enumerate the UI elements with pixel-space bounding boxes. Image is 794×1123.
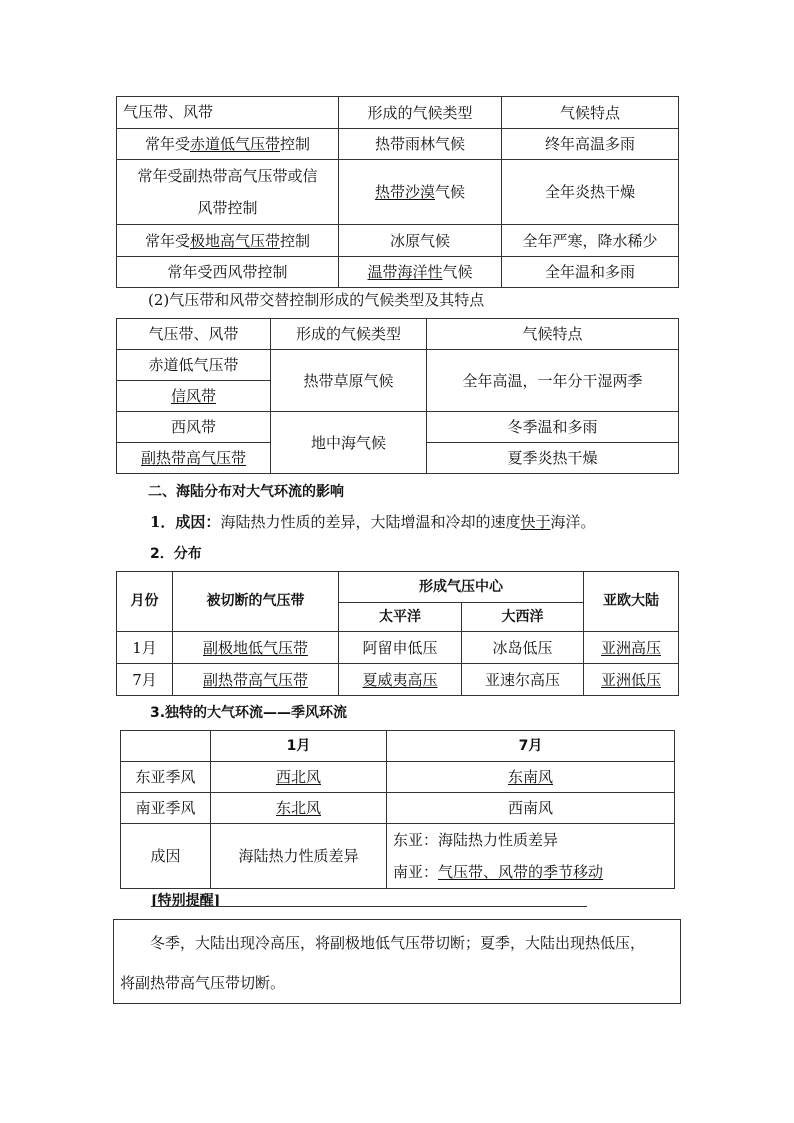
climate-table-single-control	[116, 96, 679, 288]
month-cell: 1月	[117, 632, 173, 664]
climate-cell: 热带草原气候	[271, 350, 427, 412]
header-jan: 1月	[211, 731, 387, 762]
east-asia-jul: 东南风	[387, 762, 675, 793]
cause-line: 1．成因：海陆热力性质的差异，大陆增温和冷却的速度快于海洋。	[150, 513, 596, 531]
belt-cell: 常年受极地高气压带控制	[117, 225, 339, 257]
belt-cell: 信风带	[117, 381, 271, 412]
header-belt: 气压带、风带	[117, 319, 271, 350]
section-title-alternating: (2)气压带和风带交替控制形成的气候类型及其特点	[148, 291, 485, 309]
row-label-cause: 成因	[121, 824, 211, 889]
cut-belt-cell: 副极地低气压带	[173, 632, 339, 664]
monsoon-title: 3.独特的大气环流——季风环流	[150, 705, 348, 721]
climate-cell: 热带沙漠气候	[339, 160, 502, 225]
cut-belt-cell: 副热带高气压带	[173, 664, 339, 696]
special-reminder-box	[113, 919, 681, 1004]
eurasia-cell: 亚洲低压	[584, 664, 679, 696]
header-pacific: 太平洋	[339, 603, 462, 632]
row-label-south-asia: 南亚季风	[121, 793, 211, 824]
header-cut-belt: 被切断的气压带	[173, 572, 339, 632]
header-climate-type: 形成的气候类型	[271, 319, 427, 350]
climate-cell: 地中海气候	[271, 412, 427, 474]
header-climate-feature: 气候特点	[427, 319, 679, 350]
belt-cell: 常年受西风带控制	[117, 257, 339, 288]
pressure-center-table	[116, 571, 679, 696]
feature-cell: 冬季温和多雨	[427, 412, 679, 443]
header-atlantic: 大西洋	[462, 603, 584, 632]
header-belt: 气压带、风带	[117, 97, 339, 129]
feature-cell: 全年温和多雨	[502, 257, 679, 288]
section-heading-land-sea: 二、海陆分布对大气环流的影响	[148, 484, 344, 500]
reminder-line-2: 将副热带高气压带切断。	[120, 974, 286, 992]
climate-cell: 温带海洋性气候	[339, 257, 502, 288]
south-asia-jul: 西南风	[387, 793, 675, 824]
feature-cell: 终年高温多雨	[502, 129, 679, 160]
feature-cell: 全年高温，一年分干湿两季	[427, 350, 679, 412]
feature-cell: 夏季炎热干燥	[427, 443, 679, 474]
distribution-label: 2．分布	[150, 546, 202, 562]
south-asia-jan: 东北风	[211, 793, 387, 824]
atlantic-cell: 冰岛低压	[462, 632, 584, 664]
climate-table-alternating-control	[116, 318, 679, 474]
belt-cell: 西风带	[117, 412, 271, 443]
belt-cell: 常年受赤道低气压带控制	[117, 129, 339, 160]
feature-cell: 全年严寒，降水稀少	[502, 225, 679, 257]
pacific-cell: 阿留申低压	[339, 632, 462, 664]
month-cell: 7月	[117, 664, 173, 696]
pacific-cell: 夏威夷高压	[339, 664, 462, 696]
atlantic-cell: 亚速尔高压	[462, 664, 584, 696]
reminder-line-1: 冬季，大陆出现冷高压，将副极地低气压带切断；夏季，大陆出现热低压，	[150, 934, 646, 952]
monsoon-table	[120, 730, 675, 889]
special-reminder-label: [特别提醒]	[151, 893, 221, 909]
corner-cell	[121, 731, 211, 762]
east-asia-jan: 西北风	[211, 762, 387, 793]
climate-cell: 冰原气候	[339, 225, 502, 257]
eurasia-cell: 亚洲高压	[584, 632, 679, 664]
header-month: 月份	[117, 572, 173, 632]
belt-cell: 赤道低气压带	[117, 350, 271, 381]
feature-cell: 全年炎热干燥	[502, 160, 679, 225]
climate-cell: 热带雨林气候	[339, 129, 502, 160]
cause-jul: 东亚：海陆热力性质差异 南亚：气压带、风带的季节移动	[387, 824, 675, 889]
cause-label: 1．成因：	[150, 513, 221, 531]
row-label-east-asia: 东亚季风	[121, 762, 211, 793]
header-climate-type: 形成的气候类型	[339, 97, 502, 129]
belt-cell: 常年受副热带高气压带或信 风带控制	[117, 160, 339, 225]
cause-jan: 海陆热力性质差异	[211, 824, 387, 889]
belt-cell: 副热带高气压带	[117, 443, 271, 474]
header-eurasia: 亚欧大陆	[584, 572, 679, 632]
divider-rule	[151, 906, 587, 907]
header-jul: 7月	[387, 731, 675, 762]
header-pressure-center: 形成气压中心	[339, 572, 584, 603]
header-climate-feature: 气候特点	[502, 97, 679, 129]
